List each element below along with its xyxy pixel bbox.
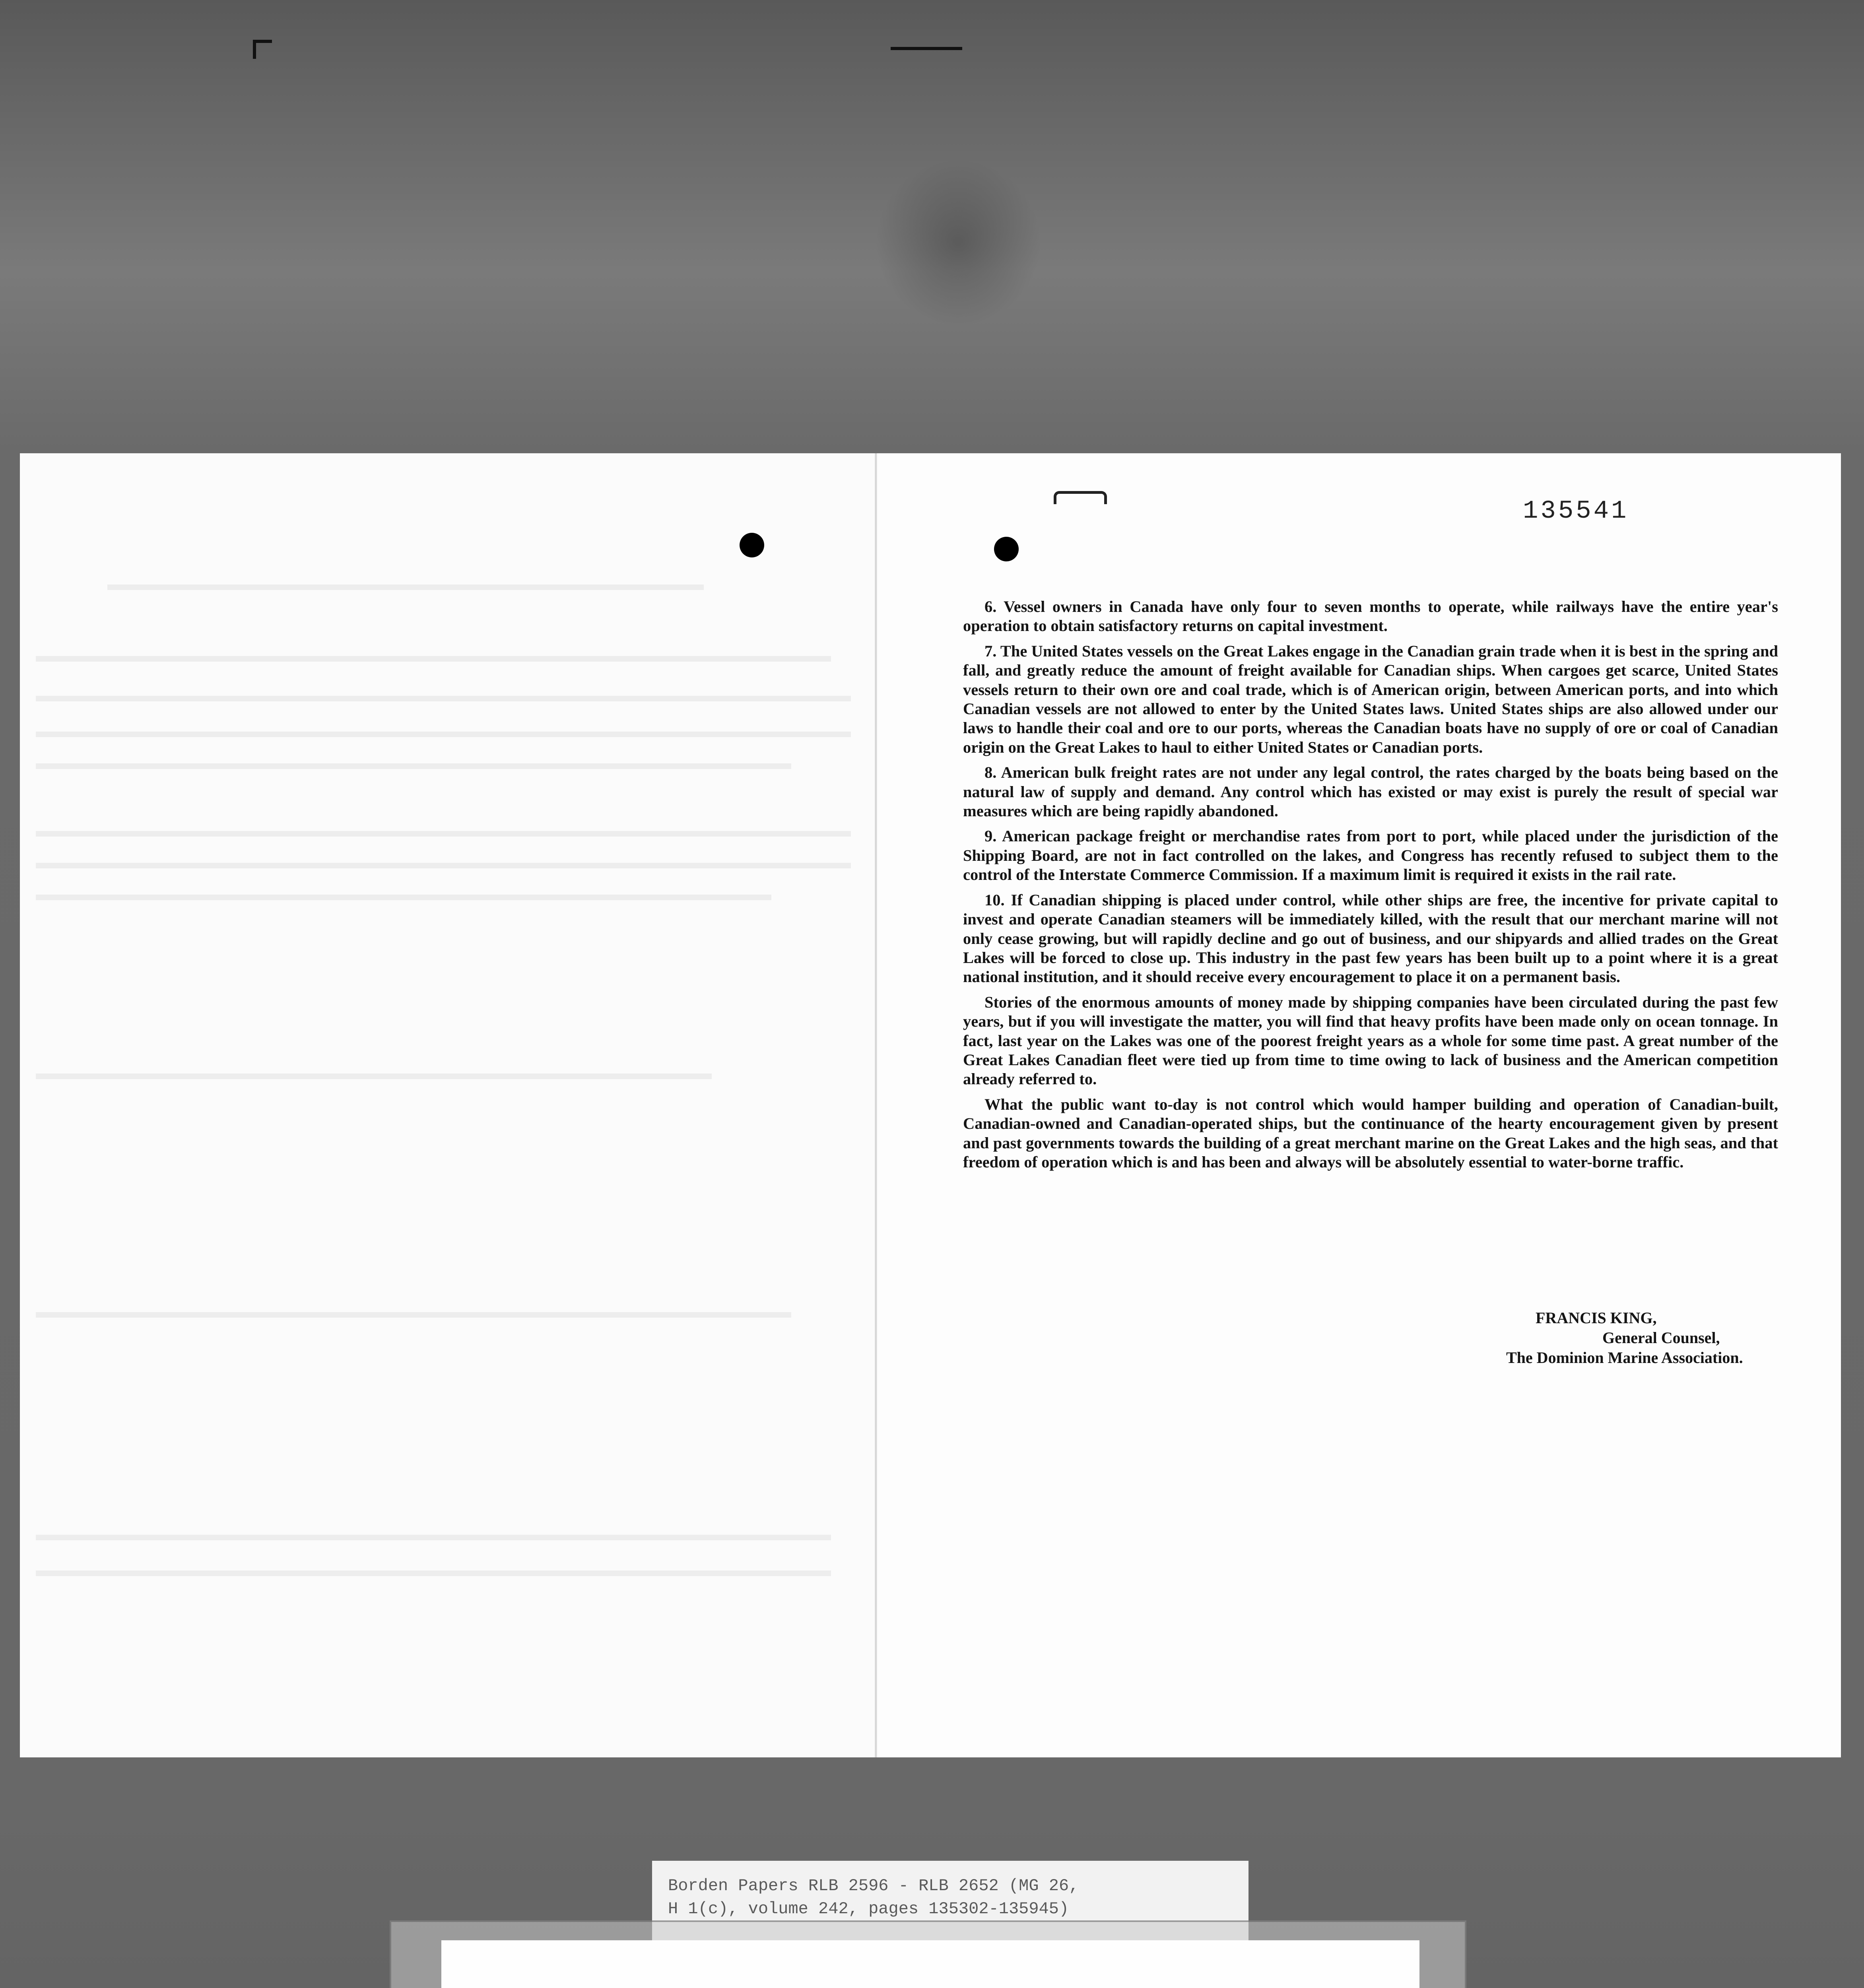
bleed-through-left-page xyxy=(20,453,875,1757)
archive-label-card xyxy=(441,1940,1419,1988)
page-number: 135541 xyxy=(1523,497,1629,526)
punch-hole-right xyxy=(994,537,1019,561)
reference-line-2: H 1(c), volume 242, pages 135302-135945) xyxy=(668,1899,1069,1918)
paragraph-8: 8. American bulk freight rates are not under any legal control, the rates charged by the boats being based on the natural law of supply and demand. Any control which has existed or may exist is purely the result of special war measures which are being rapidly abandoned. xyxy=(963,763,1778,820)
paragraph-9: 9. American package freight or merchandise rates from port to port, while placed under the jurisdiction of the Shipping Board, are not in fact controlled on the lakes, and Congress has recently refused to subject them to the control of the Interstate Commerce Commission. If a maximum limit is required it exists in the rail rate. xyxy=(963,827,1778,884)
signatory-organization: The Dominion Marine Association. xyxy=(1506,1349,1743,1367)
paragraph-conclusion: What the public want to-day is not control which would hamper building and operation of Canadian-built, Canadian-owned and Canadian-operated ships, but the continuance of the hearty encouragement given by present and past governments towards the building of a great merchant marine on the Great Lakes and the high seas, and that freedom of operation which is and has been and always will be absolutely essential to water-borne traffic. xyxy=(963,1095,1778,1171)
paragraph-7: 7. The United States vessels on the Great Lakes engage in the Canadian grain trade when it is best in the spring and fall, and greatly reduce the amount of freight available for Canadian ships. When cargoes get scarce, United States vessels return to their own ore and coal trade, which is of American origin, between American ports, and into which Canadian vessels are not allowed to enter by the United States laws. United States ships are also allowed under our laws to handle their coal and ore to our ports, whereas the Canadian boats have no supply of ore or coal of Canadian origin on the Great Lakes to haul to either United States or Canadian ports. xyxy=(963,642,1778,756)
paper-clip-mark xyxy=(1054,491,1107,504)
signature-block xyxy=(1471,1308,1789,1368)
letter-body xyxy=(963,597,1778,1178)
signatory-name: FRANCIS KING, xyxy=(1536,1309,1657,1327)
corner-crop-mark xyxy=(253,40,272,59)
page-fold xyxy=(875,453,877,1757)
reference-line-1: Borden Papers RLB 2596 - RLB 2652 (MG 26, xyxy=(668,1876,1079,1895)
paragraph-stories: Stories of the enormous amounts of money made by shipping companies have been circulated during the past few years, but if you will investigate the matter, you will find that heavy profits have been made only on ocean tonnage. In fact, last year on the Lakes was one of the poorest freight years as a whole for some time past. A great number of the Great Lakes Canadian fleet were tied up from time to time owing to lack of business and the American competition already referred to. xyxy=(963,993,1778,1088)
paragraph-6: 6. Vessel owners in Canada have only four to seven months to operate, while railways have the entire year's operation to obtain satisfactory returns on capital investment. xyxy=(963,598,1778,635)
signatory-title: General Counsel, xyxy=(1602,1329,1720,1347)
top-dash-mark xyxy=(891,47,962,50)
film-smudge xyxy=(875,159,1042,326)
paragraph-10: 10. If Canadian shipping is placed under control, while other ships are free, the incentive for private capital to invest and operate Canadian steamers will be immediately killed, with the result that our merchant marine will not only cease growing, but will rapidly decline and go out of business, and our shipyards and allied trades on the Great Lakes will be forced to close up. This industry in the past few years has been built up to a point where it is a great national institution, and it should receive every encouragement to place it on a permanent basis. xyxy=(963,891,1778,986)
punch-hole-left xyxy=(740,533,764,557)
document-sheet xyxy=(20,453,1841,1757)
